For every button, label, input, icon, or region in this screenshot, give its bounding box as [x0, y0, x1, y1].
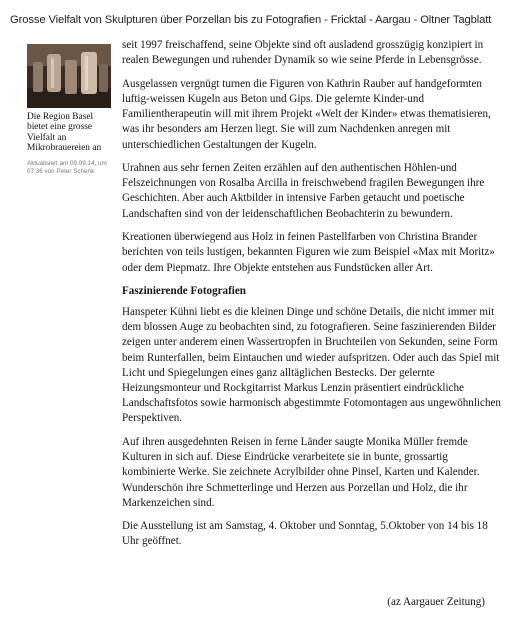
article-subheading: Faszinierende Fotografien: [122, 285, 246, 298]
article-paragraph: Auf ihren ausgedehnten Reisen in ferne Länder saugte Monika Müller fremde Kulturen in sich auf. Diese Eindrücke verarbeitete sie in bunte, grossartig kombinierte Werke. Sie zeichnete Acrylbilder ohne Pinsel, Karten und Kalender. Wunderschön ihre Schmetterlinge und Herzen aus Porzellan und Holz, die ihr Markenzeichen sind.: [122, 435, 480, 509]
article-meta-updated: Aktualisiert am 09.09.14, um 07:36 von Peter Schenk: [27, 159, 107, 175]
article-paragraph: Die Ausstellung ist am Samstag, 4. Oktober und Sonntag, 5.Oktober von 14 bis 18 Uhr geöffnet.: [122, 520, 488, 548]
article-source: (az Aargauer Zeitung): [387, 596, 485, 608]
sidebar: [27, 44, 111, 176]
page-header-title: Grosse Vielfalt von Skulpturen über Porzellan bis zu Fotografien - Fricktal - Aargau - Oltner Tagblatt: [10, 14, 492, 26]
article-paragraph: seit 1997 freischaffend, seine Objekte sind oft ausladend grosszügig konzipiert in realen Bewegungen und ruhender Dynamik so wie seine Pferde in Lebensgrösse.: [122, 39, 484, 67]
article-body: [122, 38, 504, 558]
article-paragraph: Kreationen überwiegend aus Holz in feinen Pastellfarben von Christina Brander berichten von teils lustigen, bekannten Figuren wie zum Beispiel «Max mit Moritz» oder dem Piepmatz. Ihre Objekte entstehen aus Fundstücken aller Art.: [122, 231, 495, 274]
image-caption: Die Region Basel bietet eine grosse Vielfalt an Mikrobrauereien an: [27, 112, 102, 154]
article-paragraph: Ausgelassen vergnügt turnen die Figuren von Kathrin Rauber auf handgeformten luftig-weissen Kugeln aus Beton und Gips. Die gelernte Kinder-und Familientherapeutin will mit ihrem Projekt «Welt der Kinder» etwas thematisieren, was ihr besonders am Herzen liegt. Sie will zum Nachdenken anregen mit unterschiedlichen Gestaltungen der Kugeln.: [122, 77, 491, 151]
article-paragraph: Urahnen aus sehr fernen Zeiten erzählen auf den authentischen Höhlen-und Felszeichnungen von Rosalba Arcilla in freischwebend fragilen Bewegungen ihre Geschichten. Aber auch Aktbilder in intensive Farben getaucht und poetische Landschaften sind von der leidenschaftlichen Beobachterin zu bewundern.: [122, 162, 485, 220]
article-thumbnail-image[interactable]: [27, 44, 111, 108]
article-paragraph: Hanspeter Kühni liebt es die kleinen Dinge und schöne Details, die nicht immer mit dem blossen Auge zu beobachten sind, zu fotografieren. Seine faszinierenden Bilder zeigen unter anderem einen Wassertropfen in Bruchteilen von Sekunden, seine Form beim Runterfallen, beim Eintauchen und wieder aufspritzen. Oder auch das Spiel mit Licht und Spiegelungen eines ganz alltäglichen Bestecks. Der gelernte Heizungsmonteur und Rockgitarrist Markus Lenzin präsentiert eindrückliche Landschaftsfotos sowie harmonisch abgestimmte Fotomontagen aus ungewöhnlichen Perspektiven.: [122, 306, 501, 425]
